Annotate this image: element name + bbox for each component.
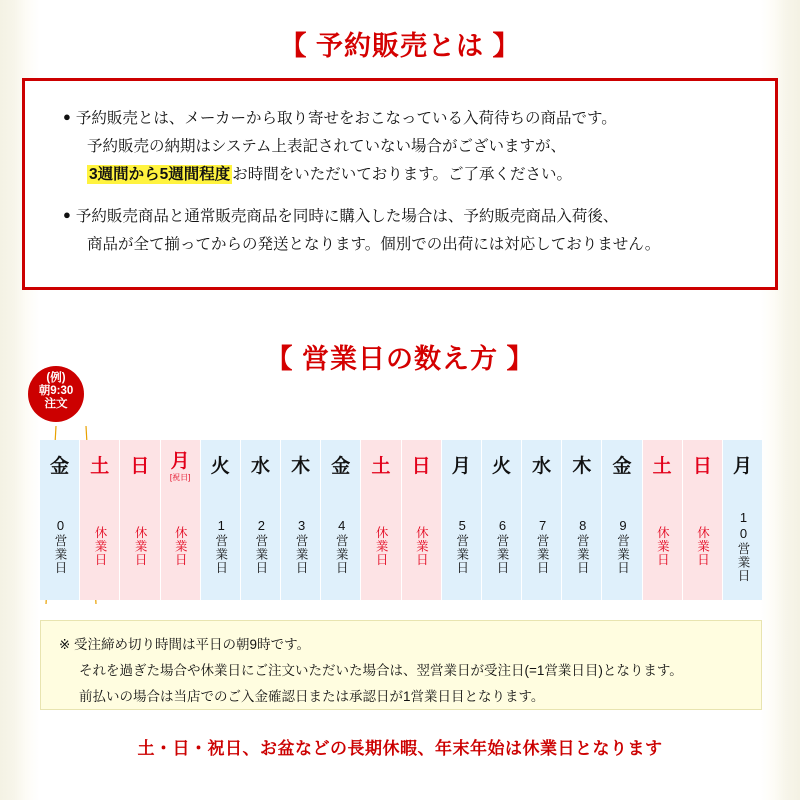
calendar-day-unit: 営業日 (334, 533, 349, 575)
calendar-day-body (643, 488, 682, 600)
calendar-day-status (374, 526, 388, 567)
calendar-day-unit: 営業日 (494, 533, 509, 575)
calendar-day-unit: 営業日 (253, 533, 268, 575)
calendar-day-label: 日 (130, 455, 150, 477)
calendar-column (201, 440, 241, 600)
calendar-day-label: 火 (210, 455, 230, 477)
calendar-day-body (241, 488, 280, 600)
calendar-day-status (534, 518, 549, 575)
calendar-column (321, 440, 361, 600)
calendar-day-body (723, 488, 762, 600)
calendar-day-count: 7 (535, 517, 551, 534)
calendar-day-body (40, 488, 79, 600)
calendar-day-count: 4 (334, 517, 350, 534)
calendar-day-header (120, 440, 159, 488)
bullet-icon: ● (63, 109, 71, 124)
calendar-day-count: 5 (454, 517, 470, 534)
calendar-day-unit: 休業日 (655, 525, 670, 567)
calendar-day-label: 土 (90, 455, 110, 477)
calendar-day-count: 9 (615, 517, 631, 534)
paragraph-1-line-1 (63, 111, 617, 127)
calendar-day-header (321, 440, 360, 488)
calendar-day-header (241, 440, 280, 488)
calendar-column (643, 440, 683, 600)
calendar-day-unit: 休業日 (374, 525, 389, 567)
calendar-day-body (602, 488, 641, 600)
paragraph-1-line-2-text: 予約販売の納期はシステム上表記されていない場合がございますが、 (87, 138, 566, 155)
example-badge-line-3: 注文 (44, 397, 68, 410)
calendar-day-body (562, 488, 601, 600)
calendar-day-body (281, 488, 320, 600)
paragraph-1-line-3 (87, 167, 572, 183)
paragraph-2-line-2-text: 商品が全て揃ってからの発送となります。個別での出荷には対応しておりません。 (87, 236, 661, 253)
note-line-3: 前払いの場合は当店でのご入金確認日または承認日が1営業日目となります。 (79, 689, 545, 704)
calendar-day-unit: 営業日 (575, 533, 590, 575)
calendar-day-status (655, 526, 669, 567)
calendar-day-status (52, 518, 67, 575)
calendar-day-header (562, 440, 601, 488)
paragraph-2-line-1 (63, 209, 618, 225)
calendar-day-header (201, 440, 240, 488)
example-badge-line-2: 朝9:30 (38, 384, 74, 397)
calendar-day-count: 1 (213, 517, 229, 534)
calendar-day-header (522, 440, 561, 488)
calendar-column (723, 440, 762, 600)
holiday-footer-note: 土・日・祝日、お盆などの長期休暇、年末年始は休業日となります (137, 739, 663, 758)
note-line-2: それを過ぎた場合や休業日にご注文いただいた場合は、翌営業日が受注日(=1営業日目)となります。 (79, 663, 683, 678)
calendar-column (40, 440, 80, 600)
calendar-day-status (93, 526, 107, 567)
calendar-day-status (414, 526, 428, 567)
calendar-day-label: 土 (371, 455, 391, 477)
lead-time-highlight: 3週間から5週間程度 (89, 166, 231, 183)
calendar-day-unit: 営業日 (213, 533, 228, 575)
calendar-day-unit: 休業日 (695, 525, 710, 567)
calendar-day-status (695, 526, 709, 567)
section-title-preorder: 【 予約販売とは 】 (279, 31, 521, 61)
preorder-info-box (22, 78, 778, 290)
calendar-column (683, 440, 723, 600)
calendar-day-header (361, 440, 400, 488)
calendar-day-label: 木 (291, 455, 311, 477)
calendar-day-header (442, 440, 481, 488)
calendar-day-unit: 休業日 (133, 525, 148, 567)
calendar-day-label: 土 (652, 455, 672, 477)
calendar-day-label: 水 (250, 455, 270, 477)
calendar-column (442, 440, 482, 600)
calendar-day-header (482, 440, 521, 488)
calendar-day-body (161, 488, 200, 600)
calendar-column (361, 440, 401, 600)
business-day-calendar (40, 440, 762, 600)
calendar-day-status (574, 518, 589, 575)
calendar-day-unit: 休業日 (92, 525, 107, 567)
calendar-day-unit: 営業日 (615, 533, 630, 575)
calendar-column (522, 440, 562, 600)
calendar-column (281, 440, 321, 600)
calendar-column (241, 440, 281, 600)
calendar-day-status (494, 518, 509, 575)
calendar-day-label: 月 (170, 451, 190, 472)
calendar-day-label: 日 (411, 455, 431, 477)
calendar-day-label: 金 (612, 455, 632, 477)
calendar-day-body (683, 488, 722, 600)
calendar-day-header (80, 440, 119, 488)
calendar-day-label: 月 (451, 455, 471, 477)
paragraph-1-line-1-text: 予約販売とは、メーカーから取り寄せをおこなっている入荷待ちの商品です。 (75, 110, 617, 127)
calendar-day-status (133, 526, 147, 567)
calendar-day-count: 8 (575, 517, 591, 534)
calendar-day-status (333, 518, 348, 575)
calendar-day-count: 6 (494, 517, 510, 534)
calendar-day-unit: 営業日 (535, 533, 550, 575)
calendar-column (161, 440, 201, 600)
calendar-day-body (201, 488, 240, 600)
calendar-day-label: 金 (331, 455, 351, 477)
calendar-day-label: 日 (692, 455, 712, 477)
calendar-day-status (253, 518, 268, 575)
paragraph-1-line-2 (87, 139, 566, 155)
calendar-column (120, 440, 160, 600)
example-order-badge (28, 366, 84, 422)
calendar-day-status (213, 518, 228, 575)
calendar-day-header (683, 440, 722, 488)
calendar-day-body (402, 488, 441, 600)
calendar-day-body (522, 488, 561, 600)
calendar-day-status (293, 518, 308, 575)
calendar-day-body (442, 488, 481, 600)
calendar-day-unit: 休業日 (414, 525, 429, 567)
calendar-day-count: 3 (294, 517, 310, 534)
calendar-day-header (281, 440, 320, 488)
note-line-1: ※ 受注締め切り時間は平日の朝9時です。 (59, 637, 310, 652)
section-title-business-days: 【 営業日の数え方 】 (265, 344, 535, 374)
calendar-day-unit: 営業日 (735, 541, 750, 583)
calendar-day-unit: 営業日 (53, 533, 68, 575)
paragraph-2-line-1-text: 予約販売商品と通常販売商品を同時に購入した場合は、予約販売商品入荷後、 (75, 208, 619, 225)
calendar-day-unit: 営業日 (294, 533, 309, 575)
calendar-day-unit: 営業日 (454, 533, 469, 575)
calendar-day-body (80, 488, 119, 600)
calendar-day-label: 月 (733, 455, 753, 477)
calendar-day-label: 木 (572, 455, 592, 477)
bullet-icon: ● (63, 207, 71, 222)
calendar-day-body (361, 488, 400, 600)
calendar-column (602, 440, 642, 600)
calendar-column (482, 440, 522, 600)
calendar-day-status (615, 518, 630, 575)
calendar-column (562, 440, 602, 600)
paragraph-2-line-2 (87, 237, 660, 253)
paragraph-1-line-3-text: お時間をいただいております。ご了承ください。 (232, 166, 573, 183)
calendar-day-label: 金 (50, 455, 70, 477)
calendar-day-label: 水 (532, 455, 552, 477)
calendar-day-count: 2 (253, 517, 269, 534)
calendar-day-header (402, 440, 441, 488)
calendar-day-label: 火 (491, 455, 511, 477)
calendar-day-sublabel: [祝日] (169, 473, 191, 482)
calendar-day-header (40, 440, 79, 488)
calendar-column (402, 440, 442, 600)
calendar-day-status (173, 526, 187, 567)
calendar-day-count: 10 (735, 509, 751, 542)
calendar-day-header (161, 440, 200, 488)
calendar-day-body (482, 488, 521, 600)
calendar-day-unit: 休業日 (173, 525, 188, 567)
calendar-day-status (735, 510, 750, 583)
calendar-day-header (643, 440, 682, 488)
example-badge-line-1: (例) (46, 372, 66, 384)
calendar-day-body (321, 488, 360, 600)
order-deadline-note (40, 620, 762, 710)
calendar-day-status (454, 518, 469, 575)
calendar-day-header (723, 440, 762, 488)
calendar-day-count: 0 (53, 517, 69, 534)
calendar-day-body (120, 488, 159, 600)
calendar-day-header (602, 440, 641, 488)
calendar-column (80, 440, 120, 600)
